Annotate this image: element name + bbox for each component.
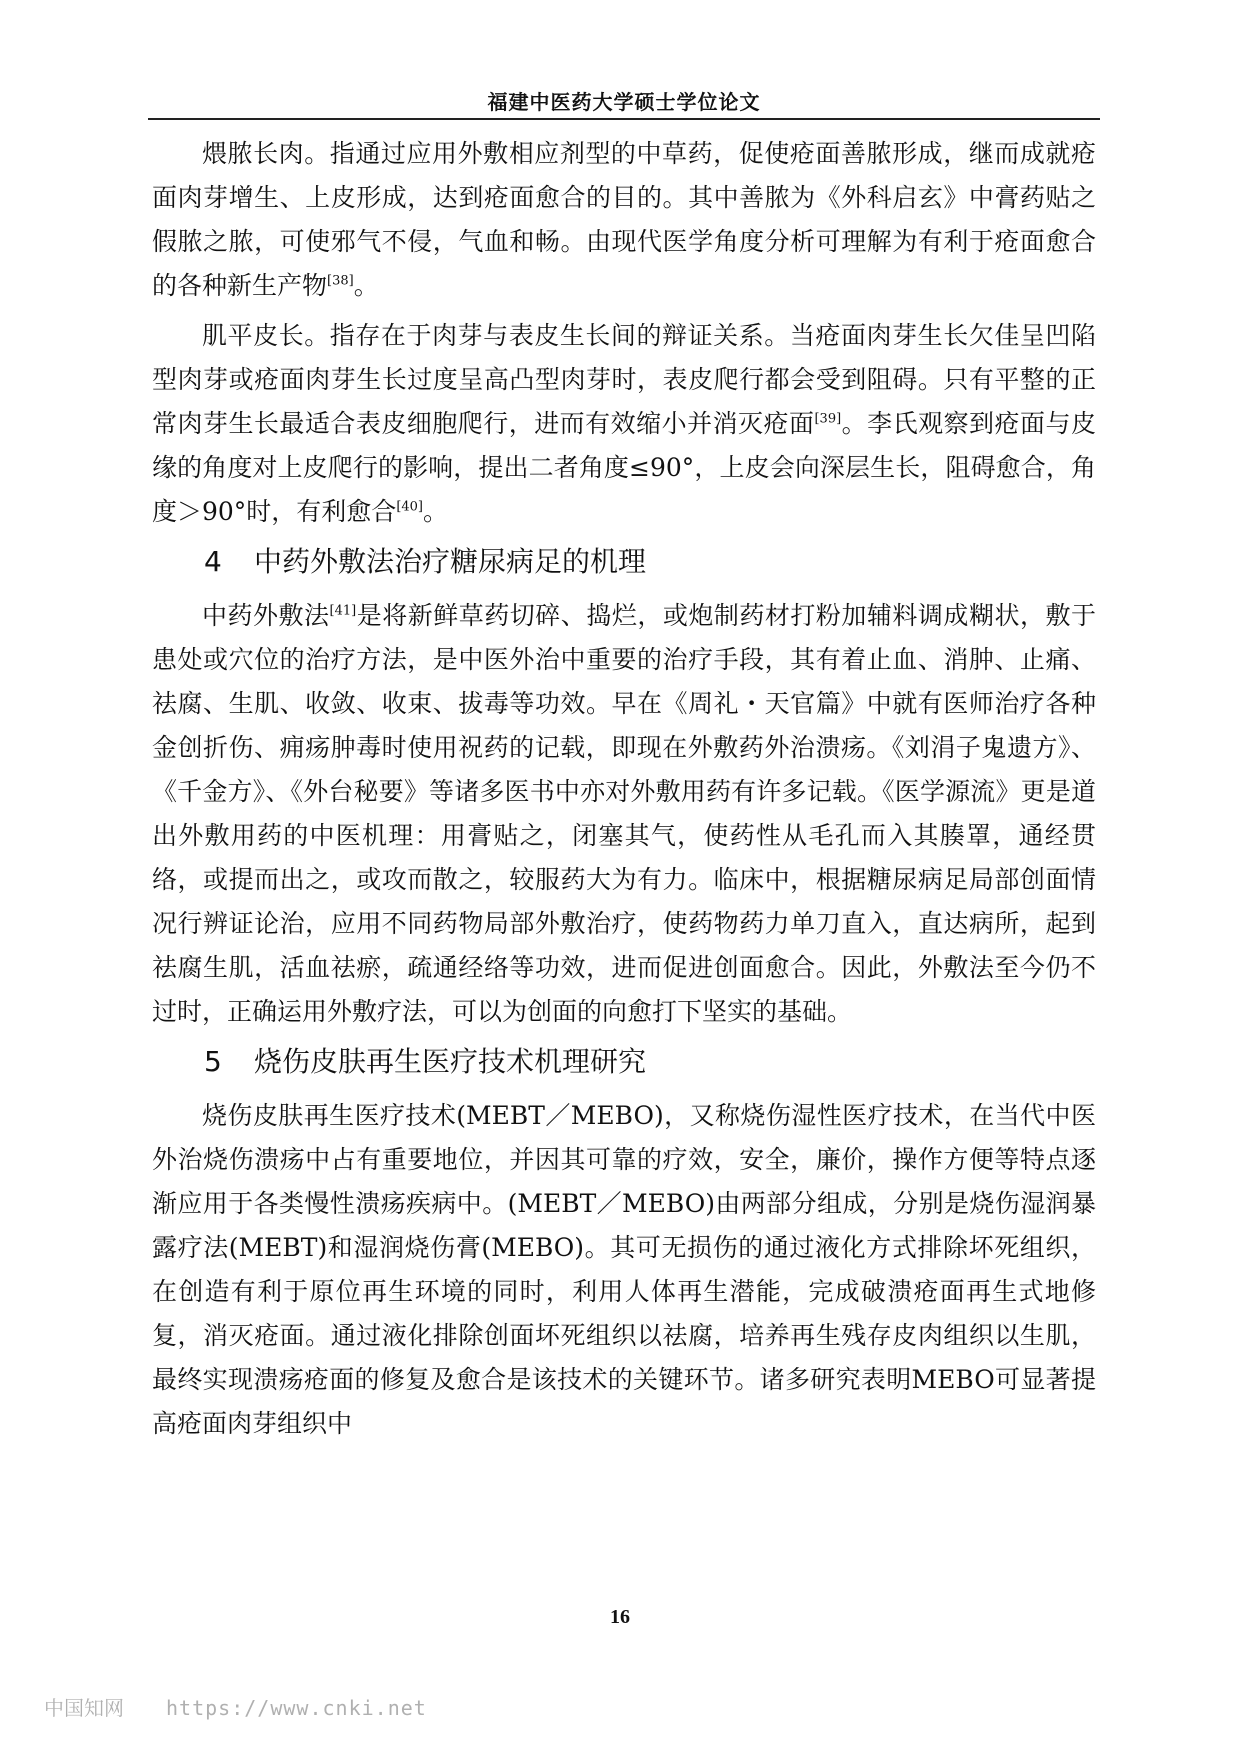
header-rule: [148, 118, 1100, 120]
cnki-watermark: [44, 1692, 427, 1721]
section-number: 4: [204, 545, 222, 578]
citation-marker: [41]: [329, 603, 357, 619]
intro-paragraphs: [152, 132, 1096, 534]
page-number: 16: [610, 1606, 630, 1628]
paragraph-text: 烧伤皮肤再生医疗技术(MEBT／MEBO)，又称烧伤湿性医疗技术，在当代中医外治烧伤溃疡中占有重要地位，并因其可靠的疗效，安全，廉价，操作方便等特点逐渐应用于各类慢性溃疡疾病中。(MEBT／MEBO)由两部分组成，分别是烧伤湿润暴露疗法(MEBT)和湿润烧伤膏(MEBO)。其可无损伤的通过液化方式排除坏死组织，在创造有利于原位再生环境的同时，利用人体再生潜能，完成破溃疮面再生式地修复，消灭疮面。通过液化排除创面坏死组织以祛腐，培养再生残存皮肉组织以生肌，最终实现溃疡疮面的修复及愈合是该技术的关键环节。诸多研究表明MEBO可显著提高疮面肉芽组织中: [152, 1101, 1096, 1438]
paragraph-text: 。李氏观察到疮面与皮缘的角度对上皮爬行的影响，提出二者角度≤90°，上皮会向深层生长，阻碍愈合，角度＞90°时，有利愈合: [152, 409, 1096, 526]
section-title: 烧伤皮肤再生医疗技术机理研究: [254, 1045, 647, 1078]
citation-marker: [39]: [814, 411, 842, 427]
paragraph: [152, 594, 1096, 1034]
paragraph-text: 煨脓长肉。指通过应用外敷相应剂型的中草药，促使疮面善脓形成，继而成就疮面肉芽增生、上皮形成，达到疮面愈合的目的。其中善脓为《外科启玄》中膏药贴之假脓之脓，可使邪气不侵，气血和畅。由现代医学角度分析可理解为有利于疮面愈合的各种新生产物: [152, 139, 1096, 300]
citation-marker: [40]: [396, 499, 423, 515]
main-content: [152, 132, 1096, 1452]
section-5-body: [152, 1094, 1096, 1446]
watermark-brand: 中国知网: [44, 1696, 124, 1720]
paragraph: [152, 314, 1096, 534]
paragraph-text: 是将新鲜草药切碎、捣烂，或炮制药材打粉加辅料调成糊状，敷于患处或穴位的治疗方法，是中医外治中重要的治疗手段，其有着止血、消肿、止痛、祛腐、生肌、收敛、收束、拔毒等功效。早在《周礼・天官篇》中就有医师治疗各种金创折伤、痈疡肿毒时使用祝药的记载，即现在外敷药外治溃疡。《刘涓子鬼遗方》、《千金方》、《外台秘要》等诸多医书中亦对外敷用药有许多记载。《医学源流》更是道出外敷用药的中医机理：用膏贴之，闭塞其气，使药性从毛孔而入其腠罩，通经贯络，或提而出之，或攻而散之，较服药大为有力。临床中，根据糖尿病足局部创面情况行辨证论治，应用不同药物局部外敷治疗，使药物药力单刀直入，直达病所，起到祛腐生肌，活血祛瘀，疏通经络等功效，进而促进创面愈合。因此，外敷法至今仍不过时，正确运用外敷疗法，可以为创面的向愈打下坚实的基础。: [152, 601, 1096, 1026]
citation-marker: [38]: [327, 273, 354, 289]
paragraph-text: 中药外敷法: [202, 601, 330, 630]
section-number: 5: [204, 1045, 222, 1078]
paragraph: [152, 1094, 1096, 1446]
section-heading-5: [204, 1040, 1096, 1084]
paragraph: [152, 132, 1096, 308]
paragraph-text: 肌平皮长。指存在于肉芽与表皮生长间的辩证关系。当疮面肉芽生长欠佳呈凹陷型肉芽或疮面肉芽生长过度呈高凸型肉芽时，表皮爬行都会受到阻碍。只有平整的正常肉芽生长最适合表皮细胞爬行，进而有效缩小并消灭疮面: [152, 321, 1096, 438]
paragraph-text: 。: [423, 497, 449, 526]
section-title: 中药外敷法治疗糖尿病足的机理: [254, 545, 647, 578]
watermark-url: https://www.cnki.net: [166, 1696, 427, 1720]
paragraph-text: 。: [353, 271, 379, 300]
section-heading-4: [204, 540, 1096, 584]
running-header: 福建中医药大学硕士学位论文: [487, 90, 761, 114]
section-4-body: [152, 594, 1096, 1034]
